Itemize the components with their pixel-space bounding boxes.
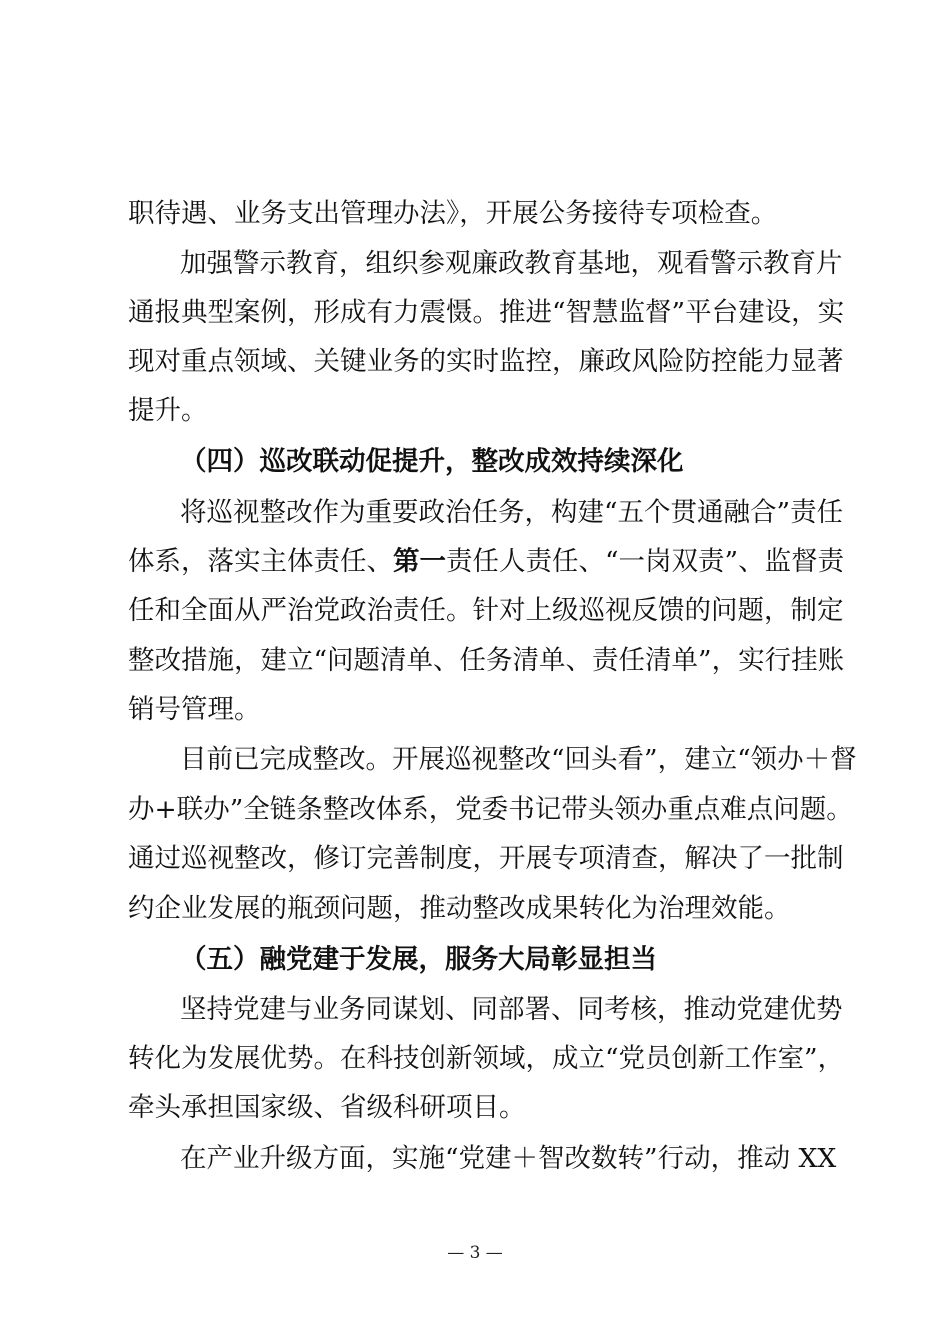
paragraph-line: 通过巡视整改，修订完善制度，开展专项清查，解决了一批制 bbox=[128, 843, 844, 874]
paragraph-line: 将巡视整改作为重要政治任务，构建“五个贯通融合”责任 bbox=[180, 497, 844, 528]
paragraph-line-mixed bbox=[128, 537, 845, 587]
paragraph-line: 任和全面从严治党政治责任。针对上级巡视反馈的问题，制定 bbox=[128, 595, 844, 626]
paragraph-line: 办+联办”全链条整改体系，党委书记带头领办重点难点问题。 bbox=[128, 794, 853, 825]
text-span: 责任人责任、“一岗双责”、监督责 bbox=[446, 546, 845, 577]
paragraph-line: 加强警示教育，组织参观廉政教育基地，观看警示教育片 bbox=[180, 248, 843, 279]
paragraph-line: 销号管理。 bbox=[128, 694, 261, 725]
bold-text-span: 第一 bbox=[393, 546, 446, 577]
paragraph-line: 现对重点领域、关键业务的实时监控，廉政风险防控能力显著 bbox=[128, 346, 844, 377]
paragraph-line: 转化为发展优势。在科技创新领域，成立“党员创新工作室”， bbox=[128, 1043, 845, 1074]
paragraph-line: 职待遇、业务支出管理办法》，开展公务接待专项检查。 bbox=[128, 198, 778, 229]
paragraph-line: 在产业升级方面，实施“党建＋智改数转”行动，推动 XX bbox=[180, 1143, 837, 1174]
paragraph-line: 通报典型案例，形成有力震慑。推进“智慧监督”平台建设，实 bbox=[128, 297, 845, 328]
section-heading-5: （五）融党建于发展，服务大局彰显担当 bbox=[180, 944, 657, 975]
page-number: — 3 — bbox=[447, 1243, 503, 1263]
paragraph-line: 坚持党建与业务同谋划、同部署、同考核，推动党建优势 bbox=[180, 994, 843, 1025]
paragraph-line: 约企业发展的瓶颈问题，推动整改成果转化为治理效能。 bbox=[128, 893, 791, 924]
text-span: 体系，落实主体责任、 bbox=[128, 546, 393, 577]
section-heading-4: （四）巡改联动促提升，整改成效持续深化 bbox=[180, 446, 684, 477]
paragraph-line: 牵头承担国家级、省级科研项目。 bbox=[128, 1092, 526, 1123]
paragraph-line: 目前已完成整改。开展巡视整改“回头看”，建立“领办＋督 bbox=[180, 744, 857, 775]
paragraph-line: 整改措施，建立“问题清单、任务清单、责任清单”，实行挂账 bbox=[128, 645, 845, 676]
paragraph-line: 提升。 bbox=[128, 395, 208, 426]
